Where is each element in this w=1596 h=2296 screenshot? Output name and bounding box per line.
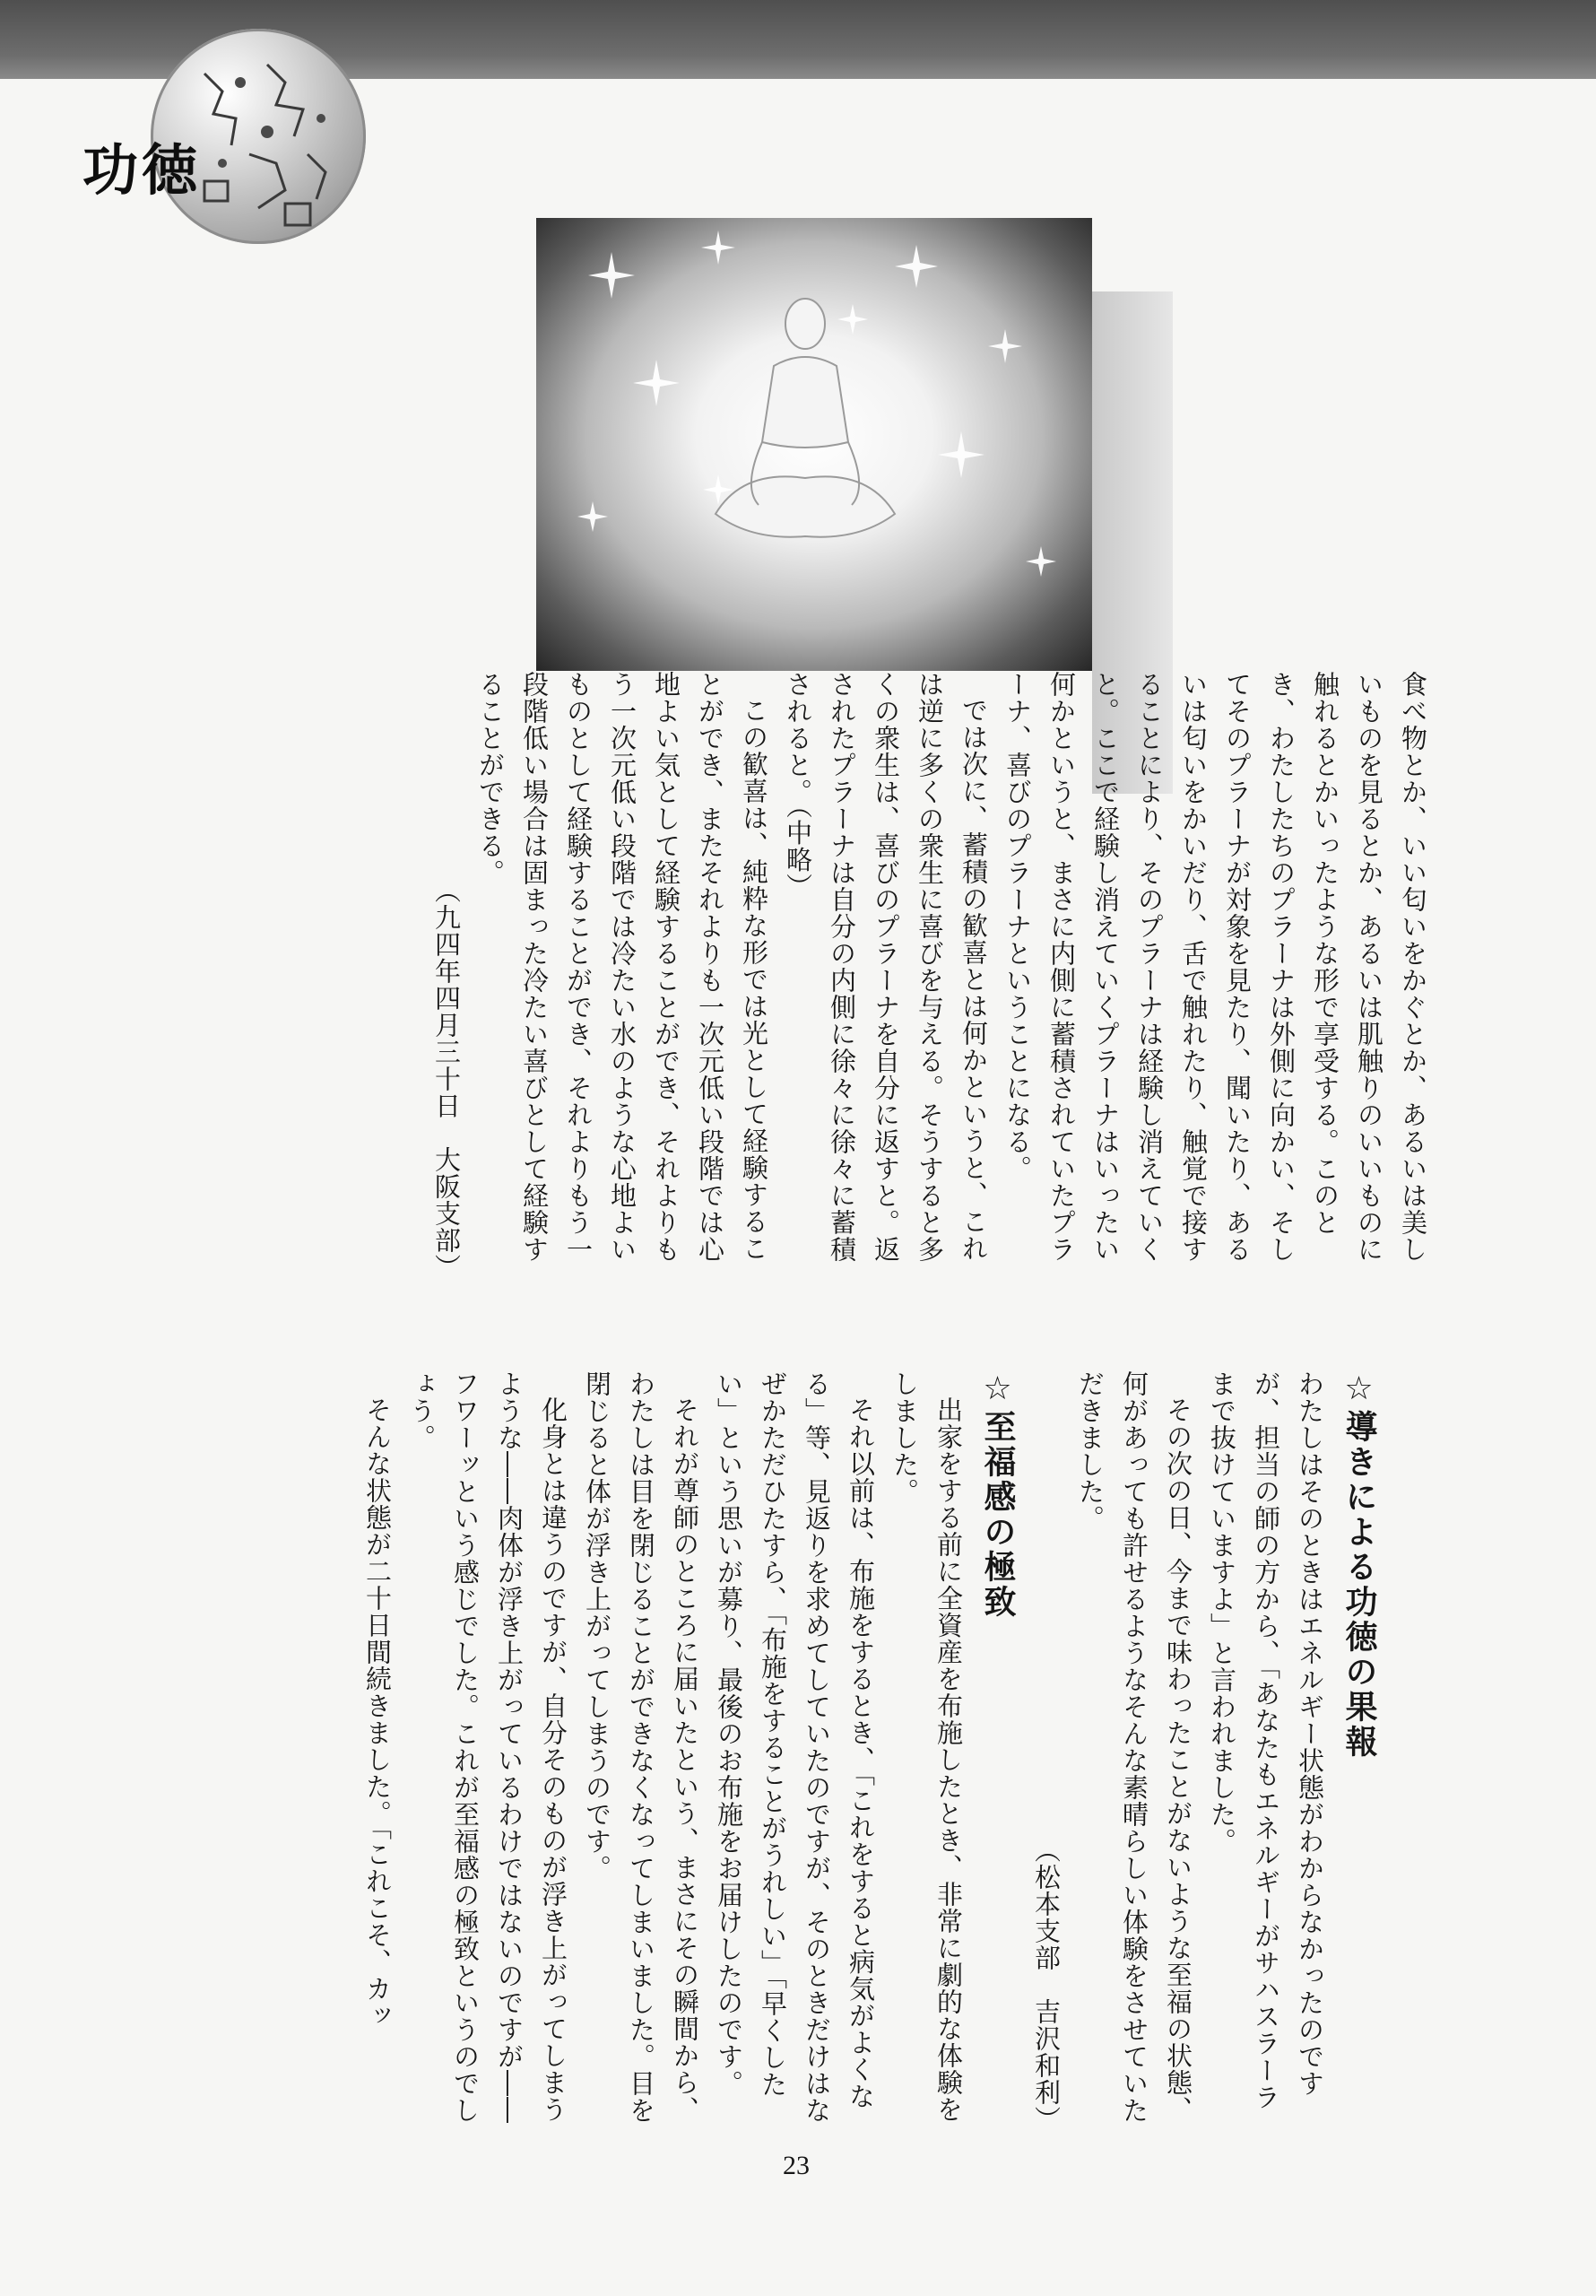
lower-paragraph: その次の日、今まで味わったことがないような至福の状態、何があっても許せるようなそんな素晴らしい体験をさせていただきました。 bbox=[1075, 1370, 1193, 2124]
lower-article bbox=[157, 1370, 1385, 2133]
lower-paragraph: それ以前は、布施をするとき、「これをすると病気がよくなる」等、見返りを求めてしていたのですが、そのときだけはなぜかただひたすら、「布施をすることがうれしい」「早くしたい」という思いが募り、最後のお布施をお届けしたのです。 bbox=[714, 1370, 876, 2124]
upper-signature: （九四年四月三十日 大阪支部） bbox=[431, 877, 462, 1281]
lower-heading-2: ☆至福感の極致 bbox=[979, 1370, 1016, 1620]
upper-paragraph: では次に、蓄積の歓喜とは何かというと、これは逆に多くの衆生に喜びを与える。そうすると多くの衆生は、喜びのプラーナを自分に返すと。返されたプラーナは自分の内側に徐々に徐々に蓄積されると。（中略） bbox=[783, 671, 989, 1263]
meditating-figure-icon bbox=[536, 218, 1092, 671]
lower-signature: （松本支部 吉沢和利） bbox=[1031, 1837, 1062, 2133]
lower-paragraph: 出家をする前に全資産を布施したとき、非常に劇的な体験をしました。 bbox=[889, 1370, 964, 2123]
upper-paragraph: この歓喜は、純粋な形では光として経験することができ、またそれよりも一次元低い段階では心地よい気として経験することができ、それよりもう一次元低い段階では冷たい水のような心地よいものとして経験することができ、それよりもう一段階低い場合は固まった冷たい喜びとして経験することができる。 bbox=[475, 671, 769, 1263]
page-number: 23 bbox=[783, 2151, 810, 2180]
lower-paragraph: わたしはそのときはエネルギー状態がわからなかったのですが、担当の師の方から、「あなたもエネルギーがサハスラーラまで抜けていますよ」と言われました。 bbox=[1207, 1370, 1325, 2111]
lower-paragraph: 化身とは違うのですが、自分そのものが浮き上がってしまうような――肉体が浮き上がっているわけではないのですが――フワーッという感じでした。これが至福感の極致というのでしょう。 bbox=[406, 1370, 568, 2124]
section-title: 功徳 bbox=[82, 137, 202, 203]
upper-article bbox=[314, 671, 1435, 1281]
meditation-photo bbox=[536, 218, 1092, 671]
lower-paragraph: そんな状態が二十日間続きました。「これこそ、カッ bbox=[362, 1396, 393, 2030]
lower-paragraph: それが尊師のところに届いたという、まさにその瞬間から、わたしは目を閉じることができなくなってしまいました。目を閉じると体が浮き上がってしまうのです。 bbox=[582, 1370, 700, 2124]
lower-heading-1: ☆導きによる功徳の果報 bbox=[1340, 1370, 1377, 1760]
upper-paragraph: 食べ物とか、いい匂いをかぐとか、あるいは美しいものを見るとか、あるいは肌触りのいいものに触れるとかいったような形で享受する。このとき、わたしたちのプラーナは外側に向かい、そしてそのプラーナが対象を見たり、聞いたり、あるいは匂いをかいだり、舌で触れたり、触覚で接することにより、そのプラーナは経験し消えていくと。ここで経験し消えていくプラーナはいったい何かというと、まさに内側に蓄積されていたプラーナ、喜びのプラーナということになる。 bbox=[1002, 671, 1428, 1263]
